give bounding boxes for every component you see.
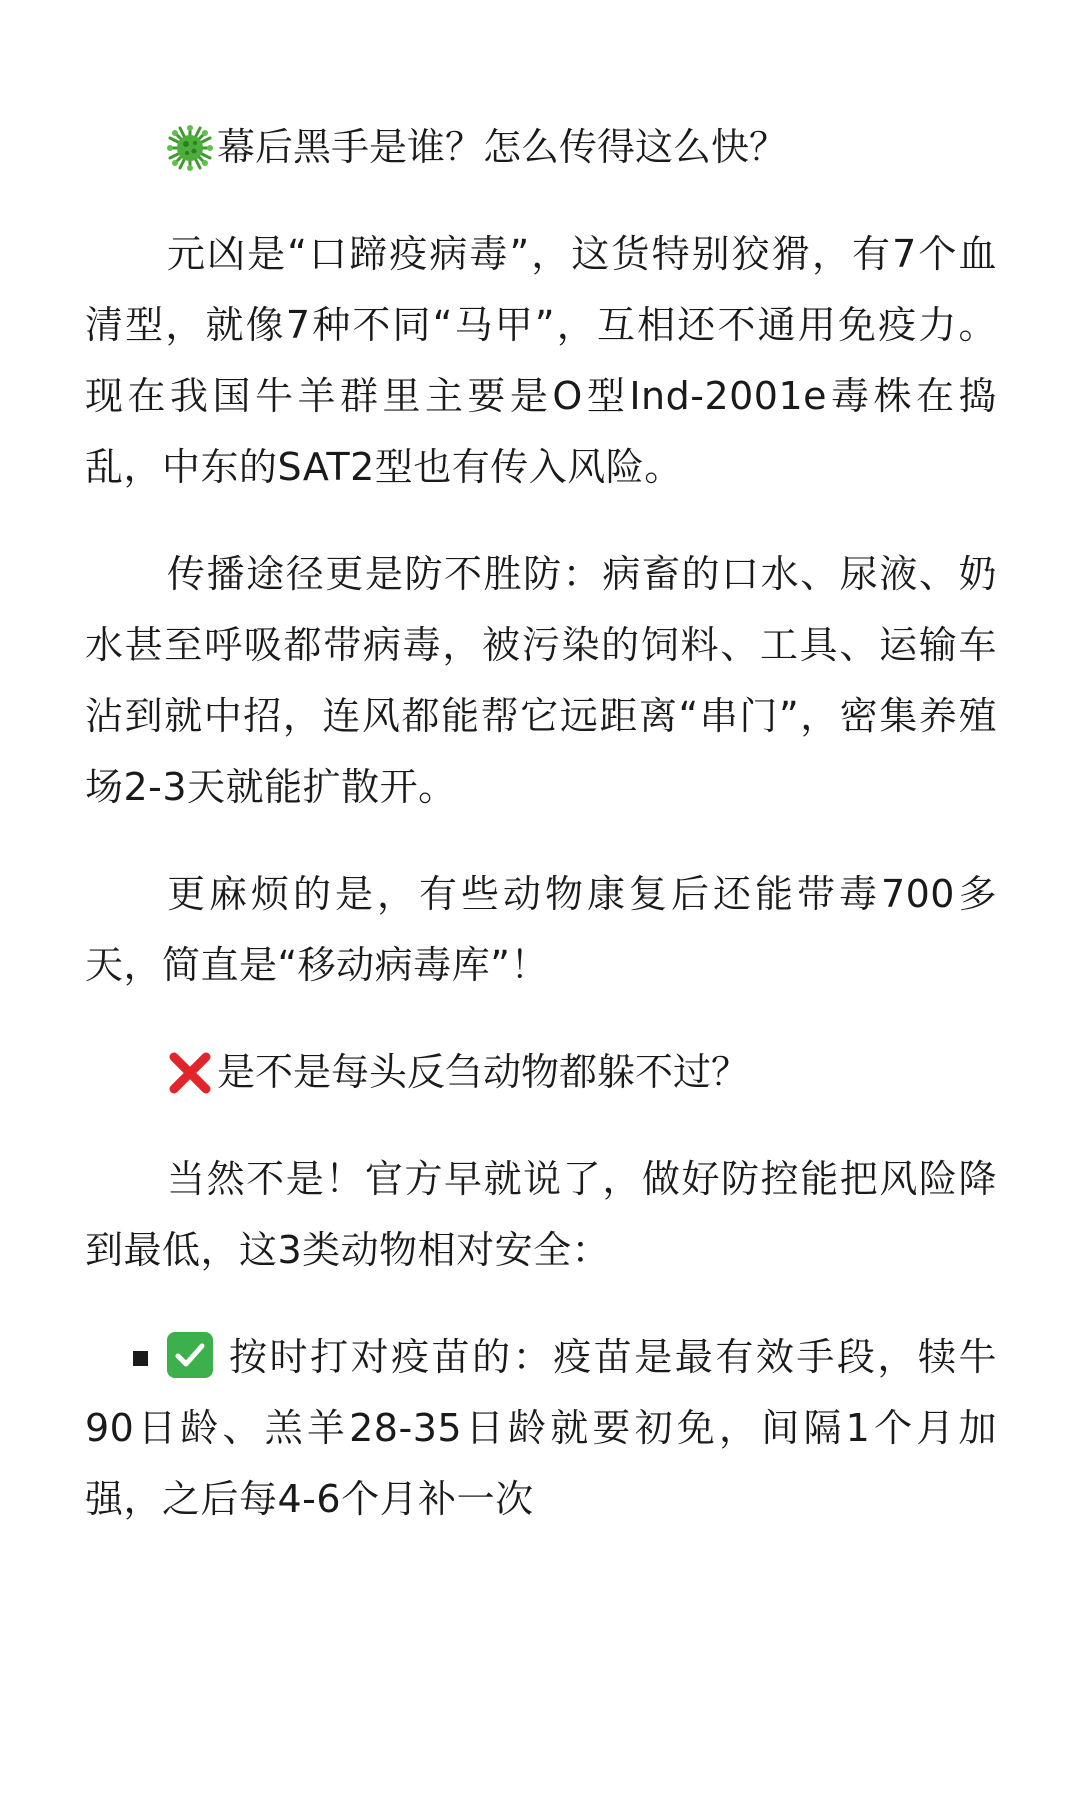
paragraph-transmission: 传播途径更是防不胜防：病畜的口水、尿液、奶水甚至呼吸都带病毒，被污染的饲料、工具、运输车沾到就中招，连风都能帮它远距离“串门”，密集养殖场2-3天就能扩散开。	[85, 552, 997, 809]
section-heading-text: 幕后黑手是谁？怎么传得这么快？	[217, 125, 788, 169]
list-item-text: 按时打对疫苗的：疫苗是最有效手段，犊牛90日龄、羔羊28-35日龄就要初免，间隔1个月加强，之后每4-6个月补一次	[85, 1335, 997, 1521]
paragraph-cause: 元凶是“口蹄疫病毒”，这货特别狡猾，有7个血清型，就像7种不同“马甲”，互相还不通用免疫力。现在我国牛羊群里主要是O型Ind-2001e毒株在捣乱，中东的SAT2型也有传入风险。	[85, 232, 997, 489]
bullet-square-icon	[133, 1351, 148, 1366]
section-heading-cause	[167, 112, 997, 183]
list-item	[85, 1322, 997, 1535]
section-heading-text: 是不是每头反刍动物都躲不过？	[217, 1050, 750, 1094]
virus-icon	[167, 125, 213, 171]
article-body	[85, 112, 997, 1535]
paragraph-carrier: 更麻烦的是，有些动物康复后还能带毒700多天，简直是“移动病毒库”！	[85, 872, 997, 987]
section-heading-risk	[167, 1037, 997, 1108]
cross-mark-icon	[167, 1050, 213, 1096]
paragraph-safe-intro: 当然不是！官方早就说了，做好防控能把风险降到最低，这3类动物相对安全：	[85, 1157, 997, 1272]
check-mark-icon	[167, 1332, 213, 1378]
